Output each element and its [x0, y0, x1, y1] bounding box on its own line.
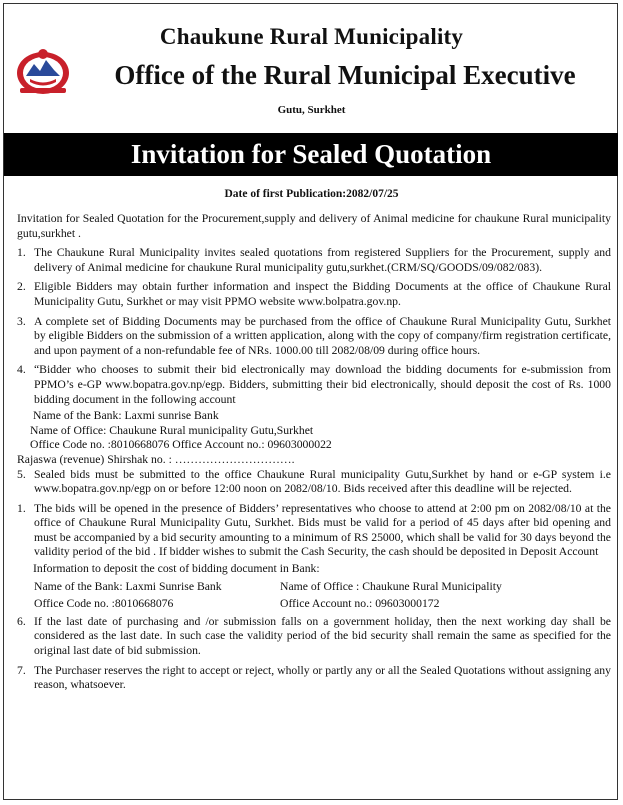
list-item — [17, 468, 611, 497]
item-text: Sealed bids must be submitted to the office Chaukune Rural municipality Gutu,Surkhet by hand or e-GP system i.e www.bopatra.gov.np/egp on or before 12:00 noon on 2082/08/10. Bids received after this deadline will be rejected. — [34, 467, 611, 496]
list-item — [17, 615, 611, 659]
item-text: “Bidder who chooses to submit their bid electronically may download the bidding documents for e-submission from PPMO’s e-GP www.bopatra.gov.np/egp. Bidders, submitting their bid electronically, should deposit the cost of Rs. 1000 bidding document in the following account — [34, 363, 611, 406]
list-item — [17, 246, 611, 275]
rajaswa-line: Rajaswa (revenue) Shirshak no. : …………………………. — [17, 452, 295, 466]
code-row — [17, 597, 611, 612]
list-item — [17, 363, 611, 407]
item-number: 2. — [17, 280, 26, 294]
office-code: Office Code no. :8010668076 — [34, 597, 174, 611]
list-item — [17, 315, 611, 359]
notice-body — [17, 212, 611, 698]
office-name-line: Name of Office : Chaukune Rural Municipality — [280, 579, 502, 593]
item-text: Eligible Bidders may obtain further information and inspect the Bidding Documents at the office of Chaukune Rural Municipality Gutu, Surkhet or may visit PPMO website www.bolpatra.gov.np. — [34, 280, 611, 308]
municipality-name: Chaukune Rural Municipality — [159, 24, 464, 49]
item-number: 7. — [17, 663, 26, 677]
list-item — [17, 664, 611, 693]
list-item — [17, 280, 611, 309]
intro-paragraph: Invitation for Sealed Quotation for the Procurement,supply and delivery of Animal medicine for chaukune Rural municipality gutu,surkhet . — [17, 212, 611, 240]
item-text: A complete set of Bidding Documents may be purchased from the office of Chaukune Rural Municipality Gutu, Surkhet by eligible Bidders on the submission of a written application, along with the copy of company/firm registration certificate, and upon payment of a non-refundable fee of NRs. 1000.00 till 2082/08/09 during office hours. — [34, 314, 611, 357]
notice-title-banner: Invitation for Sealed Quotation — [4, 133, 618, 176]
item-number: 6. — [17, 614, 26, 628]
item-number: 3. — [17, 314, 26, 328]
nepal-emblem-icon — [14, 46, 72, 96]
office-codes: Office Code no. :8010668076 Office Account no.: 09603000022 — [30, 438, 332, 452]
bank-row — [17, 580, 611, 595]
office-account: Office Account no.: 09603000172 — [280, 597, 440, 611]
item-number: 1. — [17, 246, 26, 260]
item-text: The bids will be opened in the presence of Bidders’ representatives who choose to attend at 2:00 pm on 2082/08/10 at the office of Chaukune Rural Municipality Gutu, Surkhet. Bids must be valid for a period of 45 days after bid opening and must be accompanied by a bid security amounting to a minimum of RS 25000, which shall be valid for 30 days beyond the validity period of the bid . If bidder wishes to submit the Cash Security, the cash should be deposited in Deposit Account — [34, 501, 611, 559]
publication-date: Date of first Publication:2082/07/25 — [224, 188, 399, 200]
list-item — [17, 502, 611, 560]
deposit-info: Information to deposit the cost of bidding document in Bank: — [33, 562, 320, 576]
item-number: 4. — [17, 363, 26, 377]
office-name-line: Name of Office: Chaukune Rural municipality Gutu,Surkhet — [30, 423, 314, 437]
item-number: 1. — [17, 501, 26, 515]
item-text: If the last date of purchasing and /or submission falls on a government holiday, then the next working day shall be considered as the last date. In such case the validity period of the bid security shall remain the same as specified for the original last date of bid submission. — [34, 614, 611, 658]
address: Gutu, Surkhet — [277, 104, 346, 116]
item-number: 5. — [17, 467, 26, 481]
bank-name: Name of the Bank: Laxmi Sunrise Bank — [34, 579, 222, 593]
bank-name: Name of the Bank: Laxmi sunrise Bank — [33, 409, 219, 423]
item-text: The Purchaser reserves the right to accept or reject, wholly or partly any or all the Sealed Quotations without assigning any reason, whatsoever. — [34, 663, 611, 692]
item-text: The Chaukune Rural Municipality invites sealed quotations from registered Suppliers for the Procurement, supply and delivery of Animal medicine for chaukune Rural municipality gutu,surkhet.(CRM/SQ/GOODS/09/082/083). — [34, 246, 611, 274]
office-name: Office of the Rural Municipal Executive — [114, 60, 576, 90]
